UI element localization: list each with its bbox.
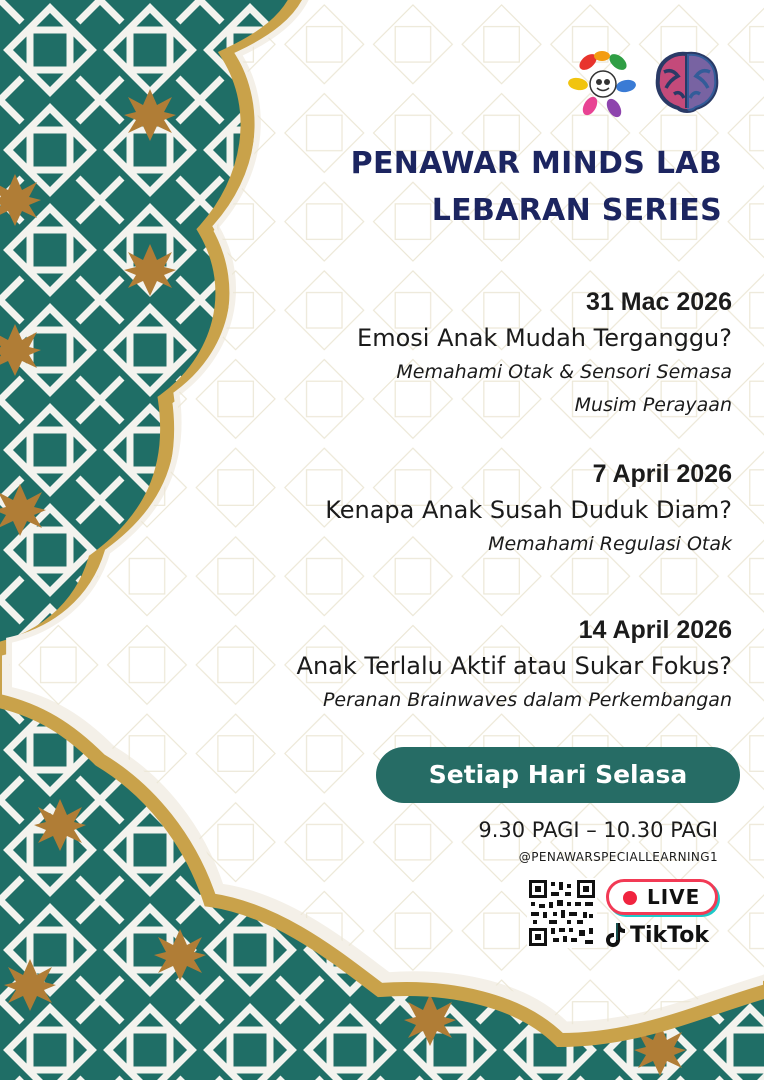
schedule-day-badge: Setiap Hari Selasa — [376, 747, 740, 803]
session-item — [357, 284, 732, 422]
session-question: Kenapa Anak Susah Duduk Diam? — [325, 496, 732, 524]
session-question: Anak Terlalu Aktif atau Sukar Fokus? — [296, 652, 732, 680]
page-title — [351, 140, 722, 234]
session-item — [297, 612, 732, 717]
tiktok-logo-icon — [604, 922, 626, 948]
session-subtitle-line: Peranan Brainwaves dalam Perkembangan — [322, 689, 732, 711]
live-dot-icon — [623, 891, 637, 905]
title-line-1: PENAWAR MINDS LAB — [350, 146, 722, 181]
schedule-time: 9.30 PAGI – 10.30 PAGI — [478, 818, 718, 842]
session-date: 7 April 2026 — [592, 460, 732, 488]
qr-code-icon[interactable] — [527, 878, 597, 948]
title-line-2: LEBARAN SERIES — [431, 193, 722, 228]
tiktok-brand[interactable] — [604, 922, 709, 948]
live-label: LIVE — [647, 885, 701, 909]
session-date: 31 Mac 2026 — [586, 288, 732, 316]
session-question: Emosi Anak Mudah Terganggu? — [357, 324, 732, 352]
session-item — [325, 456, 732, 561]
tiktok-label: TikTok — [630, 922, 710, 948]
brain-logo-icon — [650, 46, 724, 120]
live-badge[interactable] — [606, 879, 718, 915]
session-subtitle-line: Musim Perayaan — [574, 394, 732, 416]
social-handle[interactable]: @PENAWARSPECIALLEARNING1 — [518, 850, 718, 864]
session-subtitle-line: Memahami Regulasi Otak — [488, 533, 732, 555]
colorful-hands-logo-icon — [566, 46, 640, 120]
logo-group — [566, 46, 724, 120]
session-subtitle-line: Memahami Otak & Sensori Semasa — [396, 361, 732, 383]
session-date: 14 April 2026 — [578, 616, 732, 644]
